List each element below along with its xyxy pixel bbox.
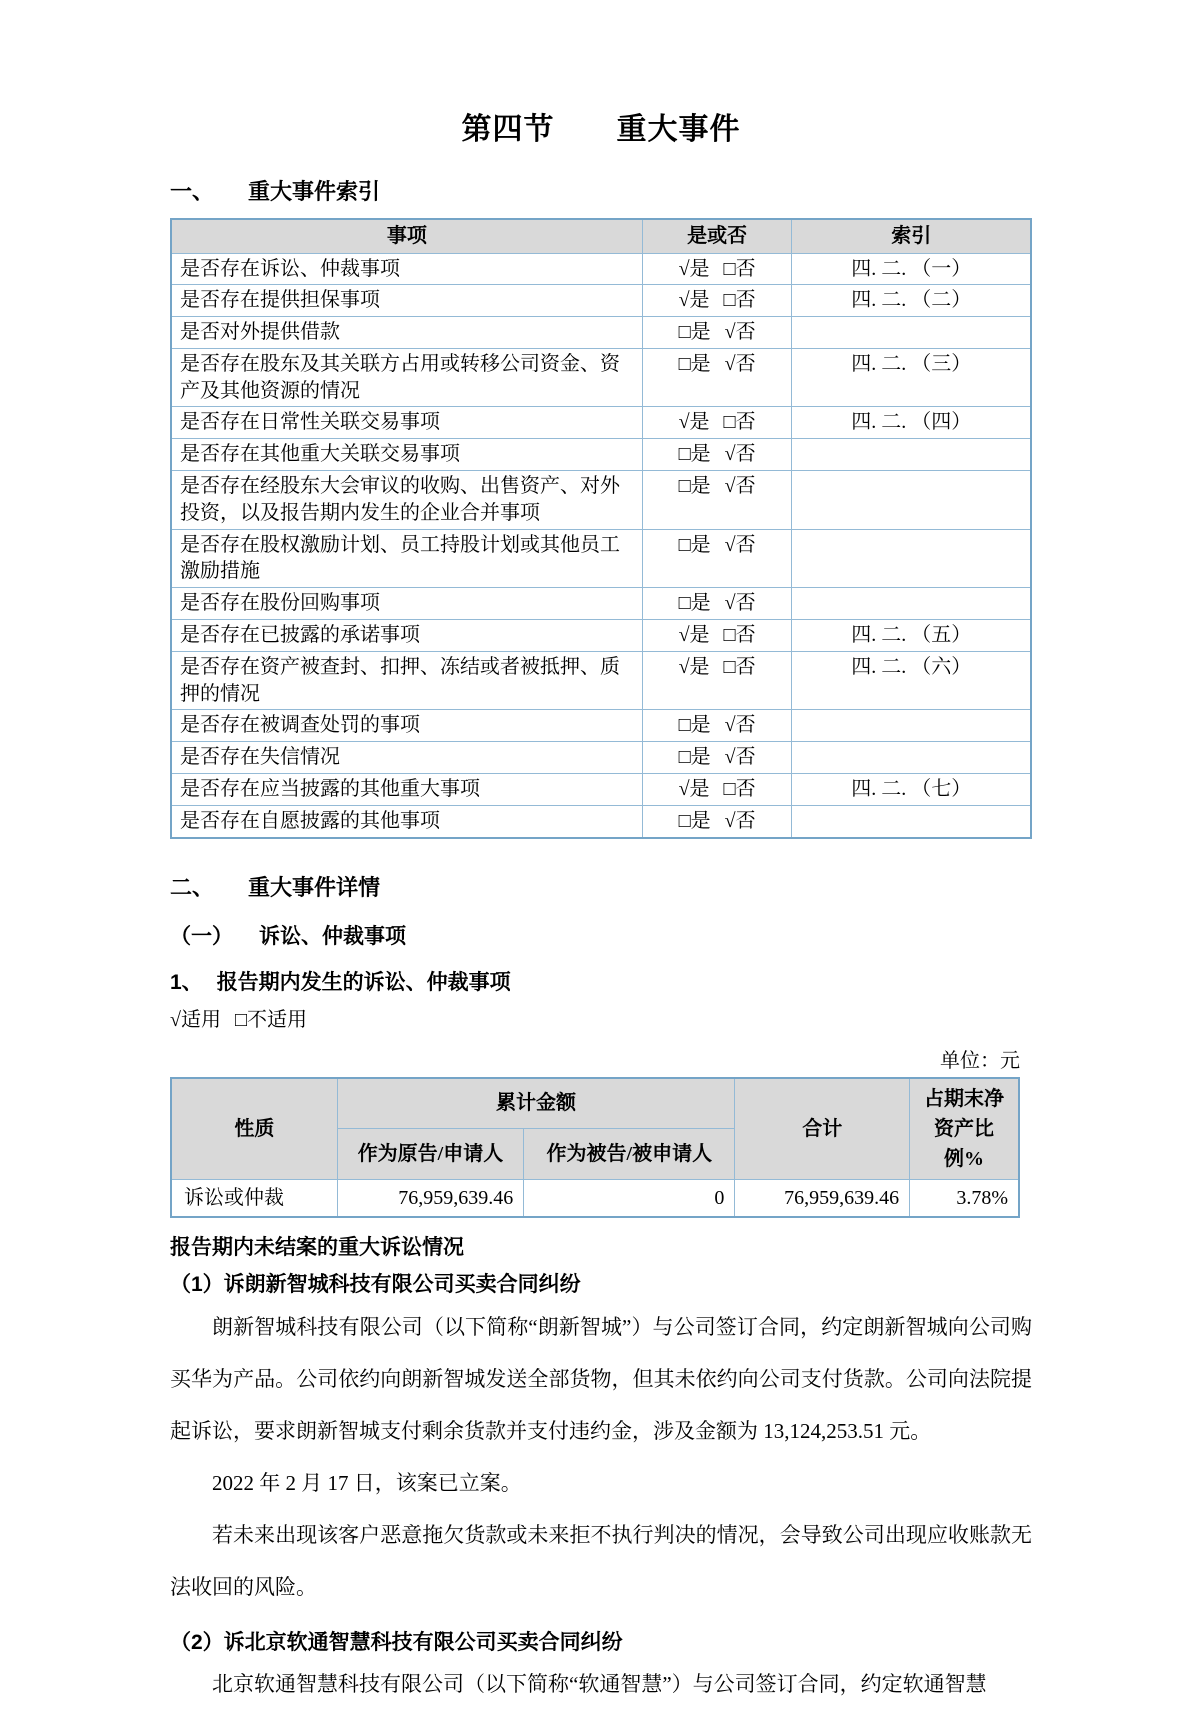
answer-cell: √是 □否 (642, 285, 792, 317)
header-as-defendant: 作为被告/被申请人 (524, 1129, 735, 1179)
case2-title: （2）诉北京软通智慧科技有限公司买卖合同纠纷 (170, 1630, 623, 1654)
index-cell: 四. 二. （七） (792, 774, 1031, 806)
pending-lawsuits-title: 报告期内未结案的重大诉讼情况 (170, 1235, 464, 1259)
index-cell: 四. 二. （三） (792, 348, 1031, 407)
answer-cell: □是 √否 (642, 529, 792, 588)
table-row (171, 439, 1031, 471)
answer-cell: □是 √否 (642, 710, 792, 742)
answer-cell: √是 □否 (642, 253, 792, 285)
header-cumulative-amount: 累计金额 (337, 1078, 735, 1129)
index-cell (792, 805, 1031, 837)
index-cell (792, 529, 1031, 588)
index-cell (792, 317, 1031, 349)
item-cell: 是否存在其他重大关联交易事项 (171, 439, 642, 471)
index-cell: 四. 二. （六） (792, 651, 1031, 710)
answer-cell: √是 □否 (642, 774, 792, 806)
index-cell (792, 471, 1031, 530)
subsection-title: 诉讼、仲裁事项 (259, 924, 406, 948)
defendant-amount-cell: 0 (524, 1179, 735, 1217)
table-row (171, 317, 1031, 349)
answer-cell: √是 □否 (642, 407, 792, 439)
header-nature: 性质 (171, 1078, 337, 1180)
table-row (171, 253, 1031, 285)
index-cell (792, 710, 1031, 742)
section-title: 重大事件详情 (248, 874, 381, 900)
table-row (171, 471, 1031, 530)
item-cell: 是否存在自愿披露的其他事项 (171, 805, 642, 837)
case1-paragraph-2: 2022 年 2 月 17 日，该案已立案。 (212, 1470, 522, 1495)
nature-cell: 诉讼或仲裁 (171, 1179, 337, 1217)
item-cell: 是否存在已披露的承诺事项 (171, 620, 642, 652)
header-total: 合计 (735, 1078, 910, 1180)
table-row (171, 710, 1031, 742)
item-cell: 是否存在应当披露的其他重大事项 (171, 774, 642, 806)
lawsuit-table-block (170, 1044, 1020, 1218)
answer-cell: □是 √否 (642, 348, 792, 407)
item-cell: 是否存在股权激励计划、员工持股计划或其他员工激励措施 (171, 529, 642, 588)
index-cell: 四. 二. （二） (792, 285, 1031, 317)
item-heading-lawsuits-in-period (170, 966, 1032, 996)
section-heading-details (170, 871, 1032, 902)
major-events-index-table (170, 218, 1032, 839)
index-cell: 四. 二. （五） (792, 620, 1031, 652)
index-cell (792, 588, 1031, 620)
section-number: 一、 (170, 178, 215, 204)
net-asset-ratio-cell: 3.78% (910, 1179, 1019, 1217)
lawsuit-table-data-row (171, 1179, 1019, 1217)
index-cell (792, 742, 1031, 774)
table-row (171, 348, 1031, 407)
answer-cell: □是 √否 (642, 317, 792, 349)
item-title: 报告期内发生的诉讼、仲裁事项 (216, 970, 511, 994)
table-row (171, 285, 1031, 317)
item-number: 1、 (170, 970, 203, 994)
case1-title: （1）诉朗新智城科技有限公司买卖合同纠纷 (170, 1273, 581, 1297)
index-cell (792, 439, 1031, 471)
table-row (171, 529, 1031, 588)
item-cell: 是否存在被调查处罚的事项 (171, 710, 642, 742)
lawsuit-table-header-row-1 (171, 1078, 1019, 1129)
table-row (171, 620, 1031, 652)
answer-cell: □是 √否 (642, 805, 792, 837)
index-cell: 四. 二. （一） (792, 253, 1031, 285)
index-table-header-row (171, 219, 1031, 254)
page-title: 第四节 重大事件 (461, 113, 741, 146)
plaintiff-amount-cell: 76,959,639.46 (337, 1179, 524, 1217)
case1-paragraph-1: 朗新智城科技有限公司（以下简称“朗新智城”）与公司签订合同，约定朗新智城向公司购买华为产品。公司依约向朗新智城发送全部货物，但其未依约向公司支付货款。公司向法院提起诉讼，要求朗新智城支付剩余货款并支付违约金，涉及金额为 13,124,253.51 元。 (170, 1314, 1032, 1443)
answer-cell: √是 □否 (642, 620, 792, 652)
answer-cell: √是 □否 (642, 651, 792, 710)
item-cell: 是否对外提供借款 (171, 317, 642, 349)
total-amount-cell: 76,959,639.46 (735, 1179, 910, 1217)
unit-note: 单位：元 (940, 1049, 1020, 1072)
table-row (171, 588, 1031, 620)
header-item: 事项 (171, 219, 642, 254)
item-cell: 是否存在诉讼、仲裁事项 (171, 253, 642, 285)
item-cell: 是否存在资产被查封、扣押、冻结或者被抵押、质押的情况 (171, 651, 642, 710)
subsection-number: （一） (170, 924, 233, 948)
index-cell: 四. 二. （四） (792, 407, 1031, 439)
section-heading-index (170, 175, 1032, 206)
answer-cell: □是 √否 (642, 439, 792, 471)
table-row (171, 651, 1031, 710)
header-yes-no: 是或否 (642, 219, 792, 254)
table-row (171, 407, 1031, 439)
answer-cell: □是 √否 (642, 588, 792, 620)
header-net-asset-ratio: 占期末净资产比例% (910, 1078, 1019, 1180)
header-as-plaintiff: 作为原告/申请人 (337, 1129, 524, 1179)
subsection-heading-lawsuits (170, 920, 1032, 950)
answer-cell: □是 √否 (642, 471, 792, 530)
table-row (171, 742, 1031, 774)
table-row (171, 805, 1031, 837)
section-number: 二、 (170, 874, 215, 900)
item-cell: 是否存在股份回购事项 (171, 588, 642, 620)
case2-paragraph-1: 北京软通智慧科技有限公司（以下简称“软通智慧”）与公司签订合同，约定软通智慧 (212, 1672, 987, 1697)
applicability-checkboxes: √适用 □不适用 (170, 1008, 308, 1031)
section-title: 重大事件索引 (248, 178, 381, 204)
table-row (171, 774, 1031, 806)
lawsuit-amount-table (170, 1077, 1020, 1218)
item-cell: 是否存在提供担保事项 (171, 285, 642, 317)
item-cell: 是否存在失信情况 (171, 742, 642, 774)
item-cell: 是否存在股东及其关联方占用或转移公司资金、资产及其他资源的情况 (171, 348, 642, 407)
answer-cell: □是 √否 (642, 742, 792, 774)
item-cell: 是否存在经股东大会审议的收购、出售资产、对外投资，以及报告期内发生的企业合并事项 (171, 471, 642, 530)
header-index: 索引 (792, 219, 1031, 254)
item-cell: 是否存在日常性关联交易事项 (171, 407, 642, 439)
case1-paragraph-3: 若未来出现该客户恶意拖欠货款或未来拒不执行判决的情况，会导致公司出现应收账款无法收回的风险。 (170, 1522, 1032, 1599)
